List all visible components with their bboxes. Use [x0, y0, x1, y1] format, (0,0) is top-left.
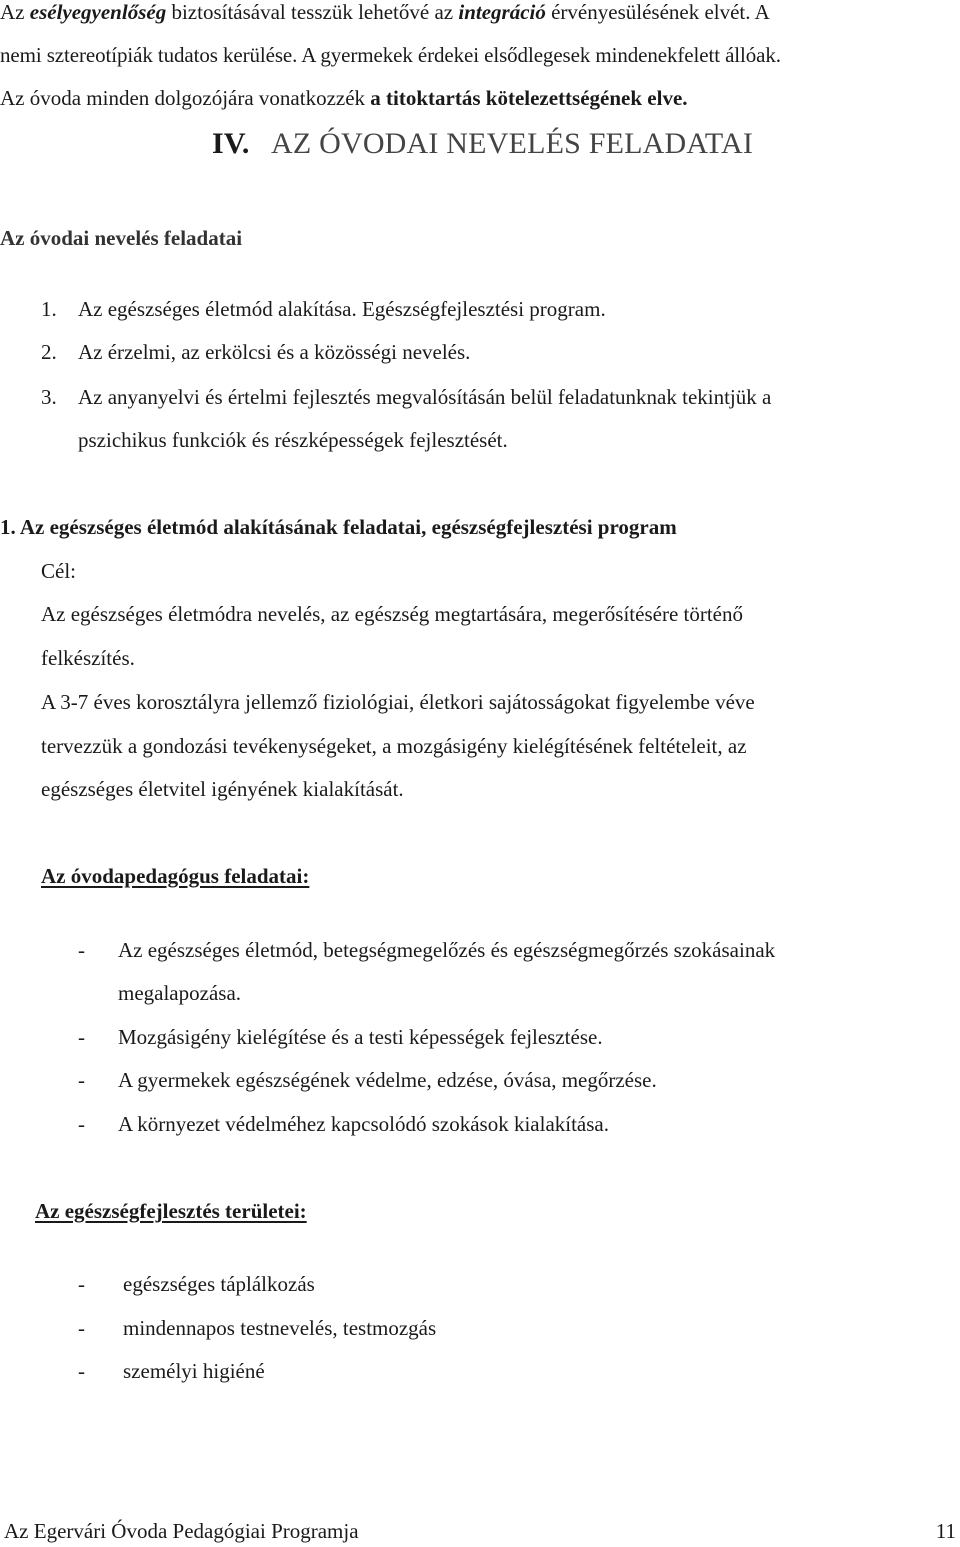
list-item-text: Mozgásigény kielégítése és a testi képességek fejlesztése.	[118, 1025, 603, 1049]
intro-emphasis-equality: esélyegyenlőség	[29, 0, 167, 24]
task-item-1	[41, 299, 606, 320]
list-item-text: Az egészséges életmód, betegségmegelőzés és egészségmegőrzés szokásainak	[118, 938, 776, 962]
footer-page-number: 11	[935, 1519, 956, 1543]
goal-label: Cél:	[41, 559, 76, 583]
task-number: 1.	[41, 297, 57, 321]
chapter-number: IV.	[212, 127, 250, 160]
task-text: Az anyanyelvi és értelmi fejlesztés megvalósításán belül feladatunknak tekintjük a	[78, 385, 772, 409]
list-item-text: A gyermekek egészségének védelme, edzése, óvása, megőrzése.	[118, 1068, 657, 1092]
list-item-text: személyi higiéné	[123, 1359, 265, 1383]
goal-line-2: felkészítés.	[41, 646, 135, 670]
chapter-title-text	[271, 129, 753, 159]
list-dash: -	[78, 1112, 85, 1136]
intro-line-2: nemi sztereotípiák tudatos kerülése. A gyermekek érdekei elsődlegesek mindenekfelett állóak.	[0, 43, 781, 67]
teacher-task-4	[78, 1114, 609, 1135]
teacher-task-1-cont: megalapozása.	[118, 981, 242, 1005]
list-item-text: egészséges táplálkozás	[123, 1272, 315, 1296]
intro-emphasis-integration: integráció	[458, 0, 546, 24]
task-text: Az egészséges életmód alakítása. Egészségfejlesztési program.	[78, 297, 606, 321]
footer-title: Az Egervári Óvoda Pedagógiai Programja	[4, 1519, 359, 1543]
goal-line-1: Az egészséges életmódra nevelés, az egészség megtartására, megerősítésére történő	[41, 602, 743, 626]
teacher-tasks-heading: Az óvodapedagógus feladatai:	[41, 864, 310, 888]
paragraph-line-2: tervezzük a gondozási tevékenységeket, a mozgásigény kielégítésének feltételeit, az	[41, 734, 747, 758]
list-item-text: A környezet védelméhez kapcsolódó szokások kialakítása.	[118, 1112, 609, 1136]
list-item-text: mindennapos testnevelés, testmozgás	[123, 1316, 437, 1340]
chapter-title-label: AZ ÓVODAI NEVELÉS FELADATAI	[271, 127, 754, 160]
subsection-heading	[0, 517, 677, 538]
task-text: Az érzelmi, az erkölcsi és a közösségi nevelés.	[78, 340, 471, 364]
subsection-number: 1.	[0, 515, 16, 539]
intro-line-1	[0, 2, 770, 23]
teacher-task-2	[78, 1027, 603, 1048]
list-dash: -	[78, 938, 85, 962]
health-area-3	[78, 1361, 265, 1382]
list-dash: -	[78, 1068, 85, 1092]
teacher-task-1	[78, 940, 775, 961]
health-areas-heading: Az egészségfejlesztés területei:	[35, 1199, 307, 1223]
health-area-2	[78, 1318, 436, 1339]
intro-text: biztosításával tesszük lehetővé az	[166, 0, 459, 24]
chapter-title	[212, 129, 250, 159]
task-number: 2.	[41, 340, 57, 364]
section-title: Az óvodai nevelés feladatai	[0, 226, 243, 250]
list-dash: -	[78, 1316, 85, 1340]
intro-text: Az	[0, 0, 30, 24]
task-item-2	[41, 342, 470, 363]
intro-emphasis-confidentiality: a titoktartás kötelezettségének elve.	[370, 86, 688, 110]
task-item-3-cont: pszichikus funkciók és részképességek fejlesztését.	[78, 428, 508, 452]
list-dash: -	[78, 1025, 85, 1049]
paragraph-line-3: egészséges életvitel igényének kialakítását.	[41, 777, 404, 801]
intro-line-3	[0, 88, 688, 109]
list-dash: -	[78, 1272, 85, 1296]
health-area-1	[78, 1274, 315, 1295]
teacher-task-3	[78, 1070, 657, 1091]
intro-text: Az óvoda minden dolgozójára vonatkozzék	[0, 86, 371, 110]
subsection-heading-text: Az egészséges életmód alakításának feladatai, egészségfejlesztési program	[19, 515, 677, 539]
paragraph-line-1: A 3-7 éves korosztályra jellemző fiziológiai, életkori sajátosságokat figyelembe véve	[41, 690, 755, 714]
task-number: 3.	[41, 385, 57, 409]
task-item-3	[41, 387, 771, 408]
list-dash: -	[78, 1359, 85, 1383]
intro-text: érvényesülésének elvét. A	[545, 0, 770, 24]
